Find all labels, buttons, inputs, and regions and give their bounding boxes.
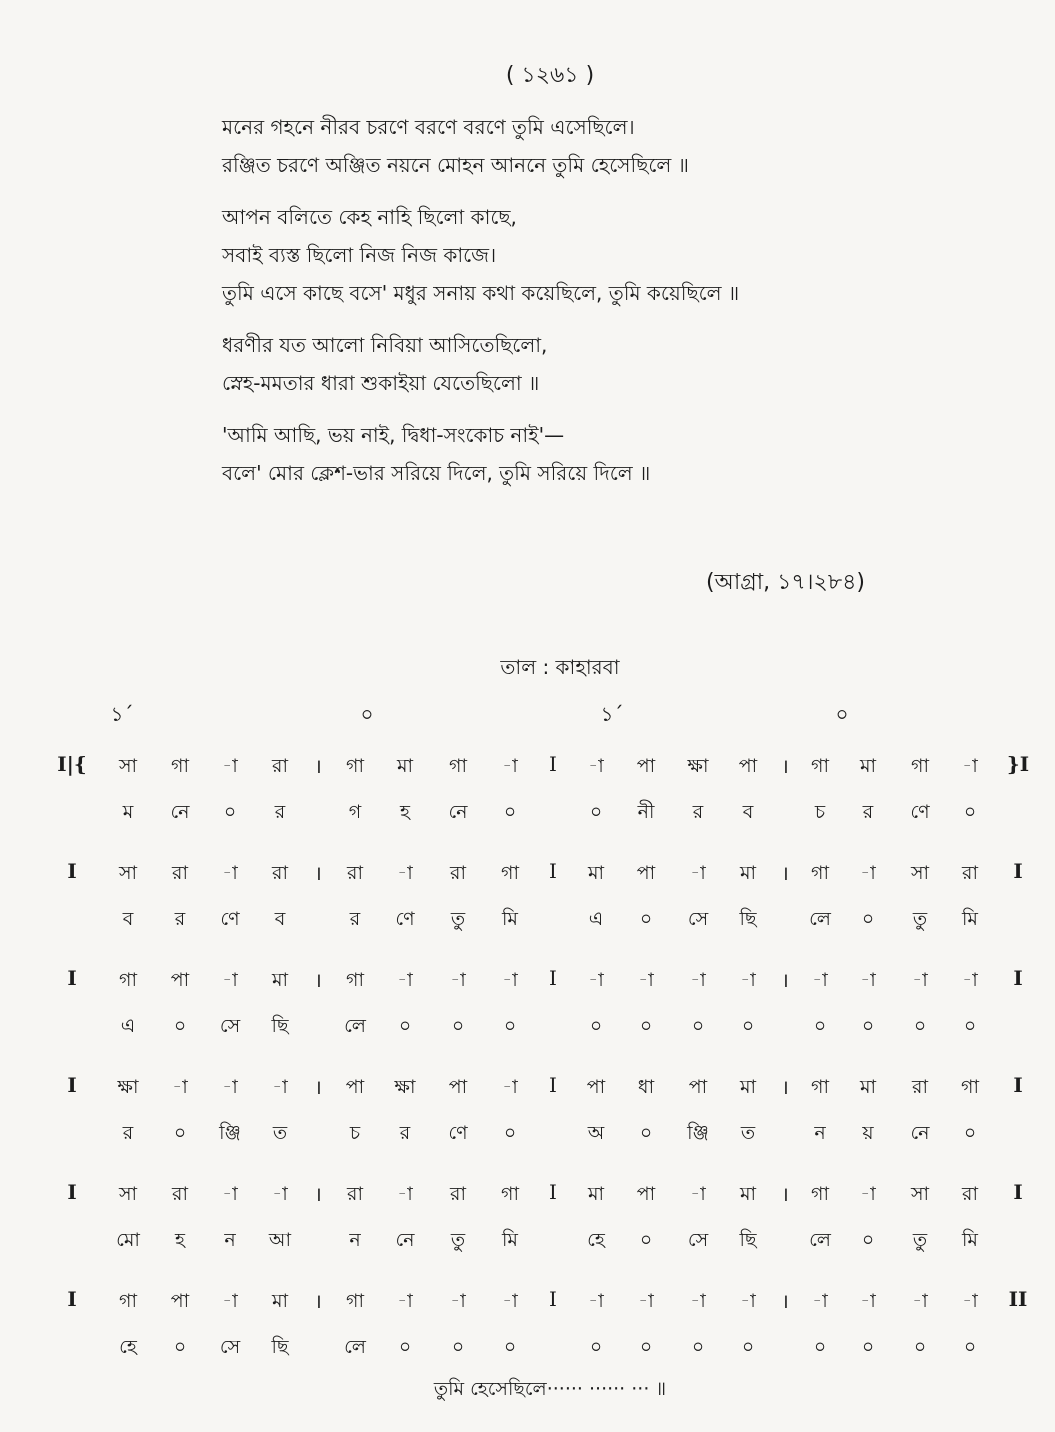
lyric-syllable: গ bbox=[348, 801, 362, 823]
lyric-syllable: নে bbox=[910, 1122, 930, 1144]
notation-staff bbox=[0, 752, 1055, 1394]
swara-note: পা bbox=[636, 862, 656, 884]
barline: I bbox=[549, 1287, 557, 1311]
lyric-syllable: ০ bbox=[639, 908, 653, 930]
swara-note: রা bbox=[172, 1183, 188, 1205]
opening-barline: I bbox=[67, 966, 77, 990]
swara-note: রা bbox=[962, 862, 978, 884]
swara-note: পা bbox=[170, 969, 190, 991]
swara-note: মা bbox=[271, 1290, 289, 1312]
swara-note: গা bbox=[346, 969, 364, 991]
lyric-syllable: ন bbox=[814, 1122, 826, 1144]
lyric-syllable: ০ bbox=[913, 1336, 927, 1358]
lyric-syllable: ০ bbox=[398, 1336, 412, 1358]
barline: । bbox=[781, 754, 789, 778]
lyric-row bbox=[0, 1119, 1055, 1149]
swara-note: -া bbox=[860, 969, 876, 991]
lyric-syllable: ০ bbox=[861, 1229, 875, 1251]
swara-note: রা bbox=[450, 1183, 466, 1205]
poem-line: ধরণীর যত আলো নিবিয়া আসিতেছিলো, bbox=[222, 333, 548, 357]
swara-note: পা bbox=[170, 1290, 190, 1312]
swara-note: গা bbox=[171, 755, 189, 777]
lyric-syllable: ০ bbox=[398, 1015, 412, 1037]
lyric-syllable: ০ bbox=[589, 1336, 603, 1358]
swara-note: ক্ষা bbox=[687, 755, 709, 777]
lyric-syllable: ০ bbox=[173, 1122, 187, 1144]
lyric-syllable: ০ bbox=[861, 1336, 875, 1358]
swara-note: -া bbox=[502, 1076, 518, 1098]
beat-marker: ০ bbox=[835, 702, 849, 726]
poem-line: বলে' মোর ক্লেশ-ভার সরিয়ে দিলে, তুমি সরিয়ে দিলে ॥ bbox=[222, 461, 651, 485]
swara-note: ক্ষা bbox=[117, 1076, 139, 1098]
lyric-syllable: ব bbox=[122, 908, 134, 930]
swara-note: -া bbox=[638, 1290, 654, 1312]
swara-note: গা bbox=[501, 1183, 519, 1205]
swara-note: রা bbox=[347, 1183, 363, 1205]
swara-note: -া bbox=[397, 969, 413, 991]
swara-note: গা bbox=[119, 969, 137, 991]
swara-note: -া bbox=[222, 755, 238, 777]
swara-note: -া bbox=[690, 1183, 706, 1205]
barline: । bbox=[781, 968, 789, 992]
barline: । bbox=[781, 1182, 789, 1206]
barline: । bbox=[314, 1289, 322, 1313]
lyric-syllable: এ bbox=[120, 1015, 136, 1037]
barline: I bbox=[549, 966, 557, 990]
lyric-syllable: য় bbox=[862, 1122, 874, 1144]
barline: । bbox=[314, 861, 322, 885]
lyric-syllable: লে bbox=[809, 1229, 831, 1251]
lyric-syllable: হ bbox=[175, 1229, 185, 1251]
swara-note: গা bbox=[346, 1290, 364, 1312]
swara-note: পা bbox=[688, 1076, 708, 1098]
notation-block bbox=[0, 1073, 1055, 1180]
swara-note: পা bbox=[636, 1183, 656, 1205]
swara-note: -া bbox=[397, 1183, 413, 1205]
lyric-syllable: ঞ্জি bbox=[687, 1122, 709, 1144]
lyric-syllable: ০ bbox=[741, 1336, 755, 1358]
barline: । bbox=[781, 1289, 789, 1313]
swara-note: -া bbox=[740, 969, 756, 991]
swara-note: -া bbox=[690, 969, 706, 991]
swara-note: -া bbox=[588, 1290, 604, 1312]
swara-note: পা bbox=[738, 755, 758, 777]
closing-barline: II bbox=[1008, 1287, 1028, 1311]
swara-note: গা bbox=[811, 1076, 829, 1098]
lyric-syllable: তু bbox=[912, 908, 928, 930]
swara-note: গা bbox=[811, 1183, 829, 1205]
swara-note: -া bbox=[222, 1290, 238, 1312]
lyric-syllable: ণে bbox=[448, 1122, 468, 1144]
beat-markers bbox=[0, 700, 1055, 730]
swara-note: -া bbox=[912, 969, 928, 991]
barline: । bbox=[314, 1182, 322, 1206]
swara-row bbox=[0, 966, 1055, 996]
beat-marker: ১´ bbox=[600, 702, 624, 726]
opening-barline: I bbox=[67, 1073, 77, 1097]
swara-note: -া bbox=[690, 862, 706, 884]
poem-line: 'আমি আছি, ভয় নাই, দ্বিধা-সংকোচ নাই'— bbox=[222, 423, 565, 447]
lyric-syllable: তু bbox=[450, 908, 466, 930]
lyric-syllable: সে bbox=[687, 908, 709, 930]
stanza-gap bbox=[222, 184, 922, 198]
swara-note: -া bbox=[912, 1290, 928, 1312]
lyric-syllable: লে bbox=[344, 1336, 366, 1358]
swara-note: মা bbox=[587, 862, 605, 884]
swara-note: পা bbox=[586, 1076, 606, 1098]
lyric-syllable: ০ bbox=[589, 801, 603, 823]
lyric-syllable: র bbox=[399, 1122, 411, 1144]
swara-note: -া bbox=[812, 969, 828, 991]
lyric-syllable: তু bbox=[450, 1229, 466, 1251]
lyric-syllable: র bbox=[174, 908, 186, 930]
lyric-syllable: ০ bbox=[963, 1336, 977, 1358]
swara-note: গা bbox=[961, 1076, 979, 1098]
barline: । bbox=[781, 861, 789, 885]
swara-note: রা bbox=[347, 862, 363, 884]
barline: I bbox=[549, 859, 557, 883]
swara-note: সা bbox=[910, 862, 930, 884]
swara-note: মা bbox=[739, 1076, 757, 1098]
swara-note: -া bbox=[397, 862, 413, 884]
lyric-syllable: মি bbox=[502, 908, 518, 930]
lyric-syllable: মি bbox=[962, 1229, 978, 1251]
swara-row bbox=[0, 1180, 1055, 1210]
swara-note: পা bbox=[636, 755, 656, 777]
swara-note: রা bbox=[272, 862, 288, 884]
tala-heading: তাল : কাহারবা bbox=[500, 655, 620, 679]
lyric-syllable: ০ bbox=[173, 1336, 187, 1358]
swara-note: সা bbox=[118, 1183, 138, 1205]
lyric-syllable: এ bbox=[588, 908, 604, 930]
poem-line: আপন বলিতে কেহ নাহি ছিলো কাছে, bbox=[222, 205, 517, 229]
swara-note: মা bbox=[271, 969, 289, 991]
swara-note: রা bbox=[450, 862, 466, 884]
swara-note: -া bbox=[812, 1290, 828, 1312]
swara-note: গা bbox=[119, 1290, 137, 1312]
lyric-syllable: সে bbox=[219, 1015, 241, 1037]
swara-note: -া bbox=[222, 1183, 238, 1205]
swara-note: মা bbox=[587, 1183, 605, 1205]
swara-note: -া bbox=[172, 1076, 188, 1098]
poem-line: স্নেহ-মমতার ধারা শুকাইয়া যেতেছিলো ॥ bbox=[222, 371, 540, 395]
swara-note: -া bbox=[272, 1183, 288, 1205]
opening-barline: I bbox=[67, 1287, 77, 1311]
swara-note: পা bbox=[345, 1076, 365, 1098]
swara-note: -া bbox=[502, 969, 518, 991]
poem bbox=[222, 108, 922, 492]
lyric-syllable: হে bbox=[587, 1229, 605, 1251]
barline: I bbox=[549, 752, 557, 776]
lyric-syllable: ০ bbox=[639, 1122, 653, 1144]
lyric-syllable: ০ bbox=[913, 1015, 927, 1037]
notation-block bbox=[0, 752, 1055, 859]
lyric-syllable: ০ bbox=[813, 1015, 827, 1037]
lyric-syllable: ০ bbox=[691, 1015, 705, 1037]
swara-note: -া bbox=[962, 755, 978, 777]
swara-note: গা bbox=[346, 755, 364, 777]
lyric-syllable: ত bbox=[272, 1122, 288, 1144]
lyric-syllable: চ bbox=[814, 801, 826, 823]
lyric-syllable: নে bbox=[395, 1229, 415, 1251]
barline: I bbox=[549, 1180, 557, 1204]
lyric-syllable: ব bbox=[274, 908, 286, 930]
opening-barline: I bbox=[67, 859, 77, 883]
poem-line: সবাই ব্যস্ত ছিলো নিজ নিজ কাজে। bbox=[222, 243, 497, 267]
lyric-syllable: মি bbox=[502, 1229, 518, 1251]
swara-note: -া bbox=[860, 1183, 876, 1205]
lyric-syllable: ০ bbox=[963, 801, 977, 823]
lyric-syllable: ০ bbox=[503, 1336, 517, 1358]
swara-note: মা bbox=[396, 755, 414, 777]
notation-block bbox=[0, 859, 1055, 966]
lyric-syllable: ণে bbox=[220, 908, 240, 930]
swara-note: মা bbox=[739, 1183, 757, 1205]
lyric-syllable: ০ bbox=[813, 1336, 827, 1358]
swara-note: -া bbox=[588, 755, 604, 777]
closing-barline: I bbox=[1013, 859, 1023, 883]
swara-note: গা bbox=[449, 755, 467, 777]
lyric-syllable: ০ bbox=[963, 1015, 977, 1037]
lyric-syllable: ণে bbox=[910, 801, 930, 823]
lyric-syllable: অ bbox=[587, 1122, 605, 1144]
swara-note: -া bbox=[222, 862, 238, 884]
swara-note: ধা bbox=[637, 1076, 655, 1098]
poem-line: রঞ্জিত চরণে অঞ্জিত নয়নে মোহন আননে তুমি হেসেছিলে ॥ bbox=[222, 153, 689, 177]
lyric-syllable: তু bbox=[912, 1229, 928, 1251]
lyric-syllable: ব bbox=[742, 801, 754, 823]
lyric-syllable: ০ bbox=[503, 801, 517, 823]
swara-note: গা bbox=[501, 862, 519, 884]
lyric-syllable: র bbox=[274, 801, 286, 823]
lyric-syllable: আ bbox=[268, 1229, 292, 1251]
swara-note: -া bbox=[450, 1290, 466, 1312]
swara-note: -া bbox=[397, 1290, 413, 1312]
swara-note: সা bbox=[118, 755, 138, 777]
lyric-syllable: নী bbox=[637, 801, 655, 823]
lyric-syllable: ০ bbox=[861, 1015, 875, 1037]
swara-note: সা bbox=[118, 862, 138, 884]
lyric-syllable: ঞ্জি bbox=[219, 1122, 241, 1144]
lyric-syllable: সে bbox=[219, 1336, 241, 1358]
lyric-row bbox=[0, 1333, 1055, 1363]
poem-line: তুমি এসে কাছে বসে' মধুর সনায় কথা কয়েছিলে, তুমি কয়েছিলে ॥ bbox=[222, 281, 740, 305]
lyric-syllable: ০ bbox=[861, 908, 875, 930]
lyric-syllable: মো bbox=[116, 1229, 140, 1251]
swara-note: -া bbox=[222, 969, 238, 991]
lyric-syllable: র bbox=[122, 1122, 134, 1144]
lyric-syllable: নে bbox=[448, 801, 468, 823]
swara-note: -া bbox=[860, 1290, 876, 1312]
swara-note: রা bbox=[272, 755, 288, 777]
beat-marker: ০ bbox=[360, 702, 374, 726]
lyric-syllable: ০ bbox=[451, 1015, 465, 1037]
swara-note: রা bbox=[962, 1183, 978, 1205]
swara-note: মা bbox=[739, 862, 757, 884]
swara-note: ক্ষা bbox=[394, 1076, 416, 1098]
swara-note: -া bbox=[588, 969, 604, 991]
lyric-syllable: ন bbox=[349, 1229, 361, 1251]
swara-note: গা bbox=[811, 862, 829, 884]
swara-note: -া bbox=[690, 1290, 706, 1312]
ending-line: তুমি হেসেছিলে······ ······ ··· ॥ bbox=[433, 1378, 667, 1400]
lyric-row bbox=[0, 1226, 1055, 1256]
stanza-gap bbox=[222, 312, 922, 326]
swara-note: গা bbox=[911, 755, 929, 777]
notation-block bbox=[0, 1180, 1055, 1287]
swara-note: -া bbox=[860, 862, 876, 884]
closing-barline: I bbox=[1013, 966, 1023, 990]
lyric-syllable: ০ bbox=[503, 1015, 517, 1037]
notation-block bbox=[0, 966, 1055, 1073]
barline: I bbox=[549, 1073, 557, 1097]
swara-note: -া bbox=[502, 755, 518, 777]
barline: । bbox=[314, 754, 322, 778]
swara-note: -া bbox=[962, 969, 978, 991]
lyric-syllable: ০ bbox=[639, 1229, 653, 1251]
lyric-syllable: র bbox=[349, 908, 361, 930]
lyric-syllable: লে bbox=[809, 908, 831, 930]
swara-note: গা bbox=[811, 755, 829, 777]
page-number: ( ১২৬১ ) bbox=[505, 63, 595, 88]
swara-note: সা bbox=[910, 1183, 930, 1205]
lyric-syllable: মি bbox=[962, 908, 978, 930]
lyric-syllable: ত bbox=[740, 1122, 756, 1144]
lyric-syllable: ন bbox=[224, 1229, 236, 1251]
lyric-syllable: সে bbox=[687, 1229, 709, 1251]
lyric-syllable: ০ bbox=[639, 1336, 653, 1358]
opening-barline: I bbox=[67, 1180, 77, 1204]
lyric-syllable: ছি bbox=[271, 1015, 289, 1037]
lyric-syllable: ০ bbox=[223, 801, 237, 823]
closing-barline: }I bbox=[1006, 752, 1030, 776]
lyric-syllable: ০ bbox=[173, 1015, 187, 1037]
swara-row bbox=[0, 859, 1055, 889]
lyric-syllable: ০ bbox=[963, 1122, 977, 1144]
swara-note: -া bbox=[962, 1290, 978, 1312]
lyric-syllable: ০ bbox=[503, 1122, 517, 1144]
swara-row bbox=[0, 1073, 1055, 1103]
lyric-syllable: ণে bbox=[395, 908, 415, 930]
lyric-syllable: হ bbox=[400, 801, 410, 823]
lyric-syllable: র bbox=[692, 801, 704, 823]
lyric-syllable: নে bbox=[170, 801, 190, 823]
swara-row bbox=[0, 752, 1055, 782]
barline: । bbox=[314, 968, 322, 992]
swara-note: -া bbox=[222, 1076, 238, 1098]
swara-note: মা bbox=[859, 755, 877, 777]
lyric-syllable: ছি bbox=[271, 1336, 289, 1358]
barline: । bbox=[314, 1075, 322, 1099]
poem-source: (আগ্রা, ১৭।২৮৪) bbox=[706, 570, 865, 595]
lyric-syllable: র bbox=[862, 801, 874, 823]
lyric-syllable: ০ bbox=[691, 1336, 705, 1358]
lyric-syllable: ম bbox=[122, 801, 134, 823]
swara-note: মা bbox=[859, 1076, 877, 1098]
lyric-row bbox=[0, 905, 1055, 935]
swara-note: -া bbox=[502, 1290, 518, 1312]
lyric-syllable: ছি bbox=[739, 908, 757, 930]
opening-barline: I|{ bbox=[57, 752, 87, 776]
swara-note: -া bbox=[740, 1290, 756, 1312]
swara-note: -া bbox=[450, 969, 466, 991]
closing-barline: I bbox=[1013, 1180, 1023, 1204]
lyric-row bbox=[0, 798, 1055, 828]
lyric-syllable: ০ bbox=[589, 1015, 603, 1037]
swara-row bbox=[0, 1287, 1055, 1317]
stanza-gap bbox=[222, 402, 922, 416]
swara-note: -া bbox=[638, 969, 654, 991]
lyric-syllable: চ bbox=[349, 1122, 361, 1144]
lyric-syllable: হে bbox=[119, 1336, 137, 1358]
barline: । bbox=[781, 1075, 789, 1099]
swara-note: রা bbox=[172, 862, 188, 884]
lyric-syllable: ০ bbox=[451, 1336, 465, 1358]
lyric-syllable: ০ bbox=[741, 1015, 755, 1037]
lyric-syllable: ছি bbox=[739, 1229, 757, 1251]
swara-note: -া bbox=[272, 1076, 288, 1098]
swara-note: পা bbox=[448, 1076, 468, 1098]
poem-line: মনের গহনে নীরব চরণে বরণে বরণে তুমি এসেছিলে। bbox=[222, 115, 635, 139]
lyric-syllable: লে bbox=[344, 1015, 366, 1037]
closing-barline: I bbox=[1013, 1073, 1023, 1097]
beat-marker: ১´ bbox=[110, 702, 134, 726]
lyric-syllable: ০ bbox=[639, 1015, 653, 1037]
swara-note: রা bbox=[912, 1076, 928, 1098]
lyric-row bbox=[0, 1012, 1055, 1042]
